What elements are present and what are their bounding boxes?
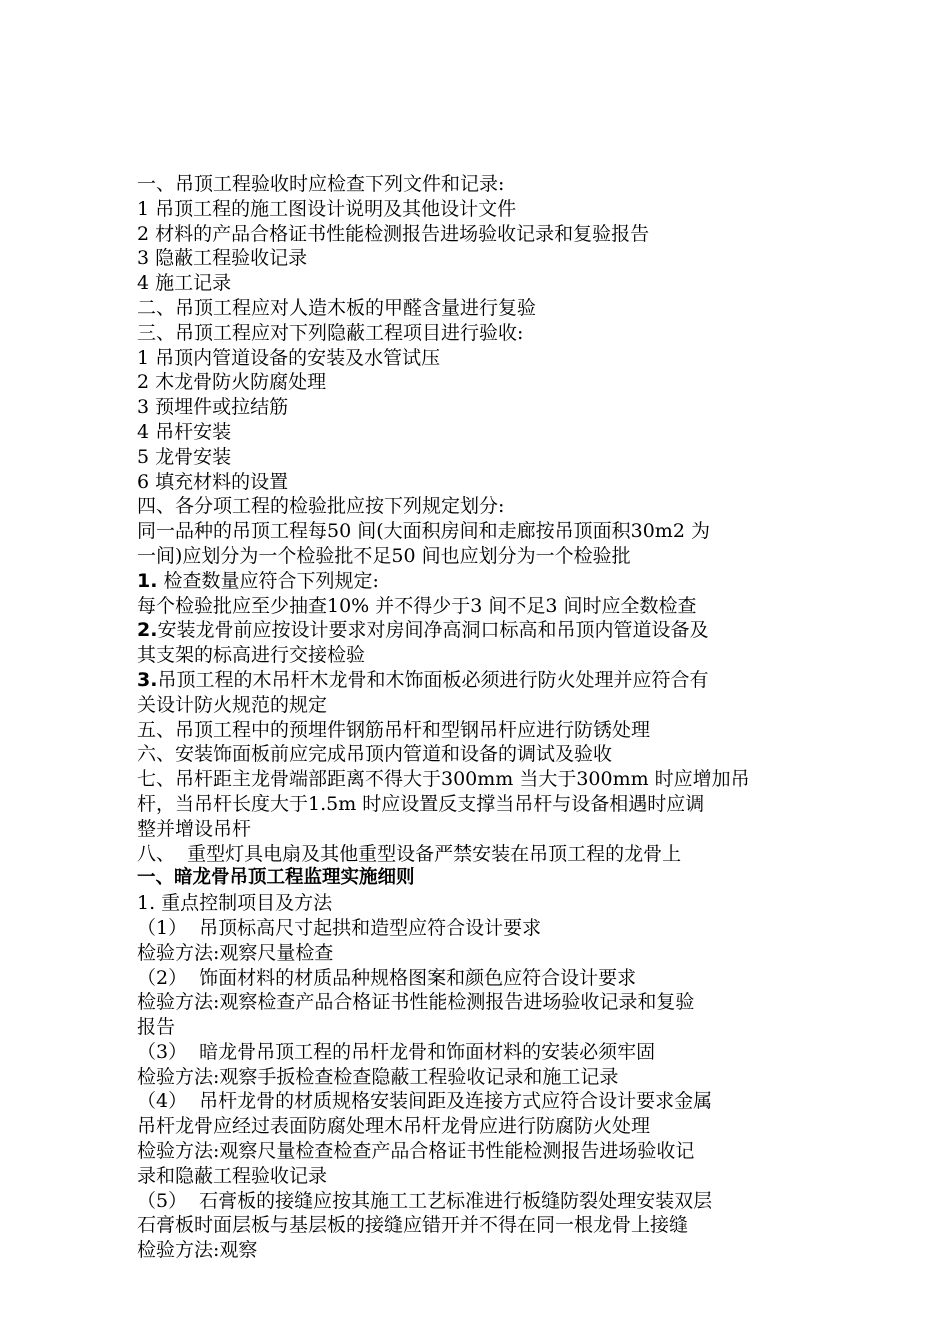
text-line [137, 842, 817, 867]
section-heading [137, 866, 817, 891]
text-line [137, 1015, 817, 1040]
line-text: 杆，当吊杆长度大于1.5m 时应设置反支撑当吊杆与设备相遇时应调 [137, 792, 705, 815]
line-text: 石膏板时面层板与基层板的接缝应错开并不得在同一根龙骨上接缝 [137, 1214, 689, 1237]
text-line [137, 767, 817, 792]
line-text: 安装龙骨前应按设计要求对房间净高洞口标高和吊顶内管道设备及 [157, 619, 709, 642]
line-text: 其支架的标高进行交接检验 [137, 644, 366, 667]
line-text: （5） 石膏板的接缝应按其施工工艺标准进行板缝防裂处理安装双层 [137, 1189, 713, 1212]
line-text: 检验方法:观察检查产品合格证书性能检测报告进场验收记录和复验 [137, 991, 695, 1014]
text-line [137, 246, 817, 271]
line-text: 检验方法:观察 [137, 1239, 258, 1262]
line-text: 4 吊杆安装 [137, 420, 232, 443]
text-line [137, 1089, 817, 1114]
text-line [137, 792, 817, 817]
text-line [137, 445, 817, 470]
text-line [137, 1040, 817, 1065]
line-text: 整并增设吊杆 [137, 817, 252, 840]
text-line [137, 395, 817, 420]
text-line [137, 643, 817, 668]
text-line [137, 296, 817, 321]
line-text: 2 木龙骨防火防腐处理 [137, 371, 327, 394]
line-text: （1） 吊顶标高尺寸起拱和造型应符合设计要求 [137, 916, 542, 939]
text-line [137, 271, 817, 296]
line-text: 3 隐蔽工程验收记录 [137, 247, 308, 270]
line-text: 报告 [137, 1016, 176, 1039]
line-text: 检查数量应符合下列规定: [157, 569, 379, 592]
text-line [137, 693, 817, 718]
line-text: 一、暗龙骨吊顶工程监理实施细则 [137, 867, 415, 889]
text-line [137, 1164, 817, 1189]
line-text: 五、吊顶工程中的预埋件钢筋吊杆和型钢吊杆应进行防锈处理 [137, 718, 651, 741]
text-line [137, 544, 817, 569]
line-text: 三、吊顶工程应对下列隐蔽工程项目进行验收: [137, 321, 524, 344]
line-text: 关设计防火规范的规定 [137, 693, 328, 716]
text-line [137, 718, 817, 743]
text-line [137, 1189, 817, 1214]
text-line [137, 470, 817, 495]
line-text: 录和隐蔽工程验收记录 [137, 1164, 328, 1187]
text-line [137, 916, 817, 941]
line-text: （4） 吊杆龙骨的材质规格安装间距及连接方式应符合设计要求金属 [137, 1090, 713, 1113]
line-text: 六、安装饰面板前应完成吊顶内管道和设备的调试及验收 [137, 743, 613, 766]
text-line [137, 569, 817, 594]
line-text: 检验方法:观察尺量检查检查产品合格证书性能检测报告进场验收记 [137, 1140, 695, 1163]
item-number: 1. [137, 569, 158, 592]
text-line [137, 817, 817, 842]
item-number: 2. [137, 619, 158, 642]
line-text: 一、吊顶工程验收时应检查下列文件和记录: [137, 173, 505, 195]
text-line [137, 966, 817, 991]
line-text: 5 龙骨安装 [137, 445, 232, 468]
line-text: 检验方法:观察手扳检查检查隐蔽工程验收记录和施工记录 [137, 1065, 619, 1088]
line-text: 检验方法:观察尺量检查 [137, 941, 334, 964]
text-line [137, 742, 817, 767]
text-line [137, 941, 817, 966]
item-number: 3. [137, 668, 158, 691]
line-text: 吊顶工程的木吊杆木龙骨和木饰面板必须进行防火处理并应符合有 [157, 668, 709, 691]
text-line [137, 519, 817, 544]
line-text: 四、各分项工程的检验批应按下列规定划分: [137, 495, 505, 518]
text-line [137, 370, 817, 395]
line-text: （2） 饰面材料的材质品种规格图案和颜色应符合设计要求 [137, 966, 637, 989]
text-line [137, 990, 817, 1015]
text-line [137, 222, 817, 247]
line-text: 同一品种的吊顶工程每50 间(大面积房间和走廊按吊顶面积30m2 为 [137, 520, 710, 543]
line-text: 吊杆龙骨应经过表面防腐处理木吊杆龙骨应进行防腐防火处理 [137, 1115, 651, 1138]
text-line [137, 891, 817, 916]
text-line [137, 594, 817, 619]
text-line [137, 1114, 817, 1139]
text-line [137, 494, 817, 519]
line-text: （3） 暗龙骨吊顶工程的吊杆龙骨和饰面材料的安装必须牢固 [137, 1040, 656, 1063]
line-text: 4 施工记录 [137, 272, 232, 295]
line-text: 6 填充材料的设置 [137, 470, 289, 493]
line-text: 3 预埋件或拉结筋 [137, 396, 289, 419]
line-text: 2 材料的产品合格证书性能检测报告进场验收记录和复验报告 [137, 222, 650, 245]
line-text: 每个检验批应至少抽查10% 并不得少于3 间不足3 间时应全数检查 [137, 594, 697, 617]
text-line [137, 618, 817, 643]
text-line [137, 1238, 817, 1263]
text-line [137, 1139, 817, 1164]
text-line [137, 321, 817, 346]
line-text: 1 吊顶工程的施工图设计说明及其他设计文件 [137, 197, 517, 220]
line-text: 八、 重型灯具电扇及其他重型设备严禁安装在吊顶工程的龙骨上 [137, 842, 682, 865]
document-body [137, 172, 817, 1263]
line-text: 一间)应划分为一个检验批不足50 间也应划分为一个检验批 [137, 544, 631, 567]
line-text: 二、吊顶工程应对人造木板的甲醛含量进行复验 [137, 296, 537, 319]
text-line [137, 1213, 817, 1238]
line-text: 七、吊杆距主龙骨端部距离不得大于300mm 当大于300mm 时应增加吊 [137, 768, 750, 791]
text-line [137, 172, 817, 197]
line-text: 1. 重点控制项目及方法 [137, 892, 333, 915]
text-line [137, 668, 817, 693]
text-line [137, 420, 817, 445]
text-line [137, 197, 817, 222]
text-line [137, 346, 817, 371]
line-text: 1 吊顶内管道设备的安装及水管试压 [137, 346, 441, 369]
text-line [137, 1065, 817, 1090]
